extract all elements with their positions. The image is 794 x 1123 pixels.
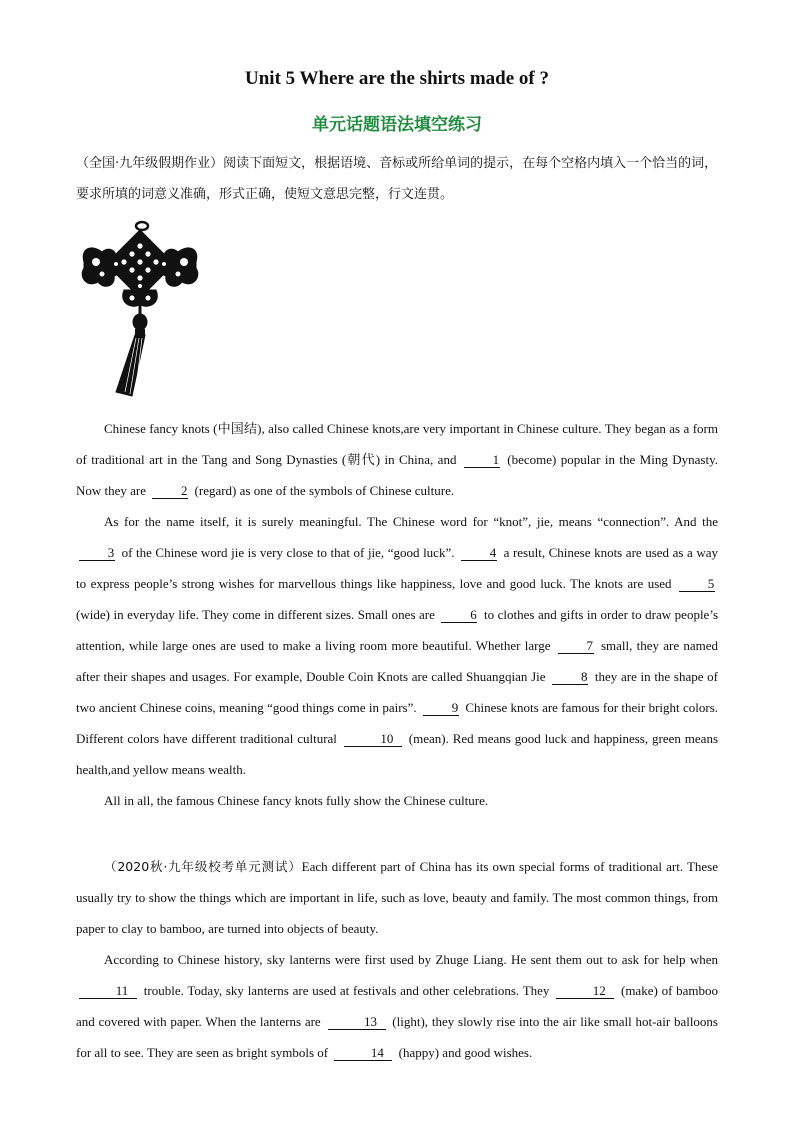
blank-10[interactable]: 10 [344, 731, 402, 747]
passage-one-paragraph-2: As for the name itself, it is surely meaningful. The Chinese word for “knot”, jie, means “connection”. And the 3 of the Chinese word jie is very close to that of jie, “good luck”. 4 a result, Chinese knots are used as a way to express people’s strong wishes for marvellous things like happiness, love and good luck. The knots are used 5 (wide) in everyday life. They come in different sizes. Small ones are 6 to clothes and gifts in order to draw people’s attention, while large ones are used to make a living room more beautiful. Whether large 7 small, they are named after their shapes and usages. For example, Double Coin Knots are called Shuangqian Jie 8 they are in the shape of two ancient Chinese coins, meaning “good things come in pairs”. 9 Chinese knots are famous for their bright colors. Different colors have different traditional cultural 10 (mean). Red means good luck and happiness, green means health,and yellow means wealth. [76, 514, 719, 777]
passage-two-source: （2020秋·九年级校考单元测试） [104, 859, 302, 874]
blank-13[interactable]: 13 [328, 1014, 386, 1030]
blank-3[interactable]: 3 [79, 545, 115, 561]
blank-9[interactable]: 9 [423, 700, 459, 716]
blank-2[interactable]: 2 [152, 483, 188, 499]
passage-one-paragraph-3: All in all, the famous Chinese fancy knots fully show the Chinese culture. [104, 793, 489, 808]
passage-two-paragraph-2: According to Chinese history, sky lanterns were first used by Zhuge Liang. He sent them out to ask for help when 11 trouble. Today, sky lanterns are used at festivals and other celebrations. They 12 (make) of bamboo and covered with paper. When the lanterns are 13 (light), they slowly rise into the air like small hot-air balloons for all to see. They are seen as bright symbols of 14 (happy) and good wishes. [76, 952, 719, 1060]
instructions: （全国·九年级假期作业）阅读下面短文，根据语境、音标或所给单词的提示，在每个空格内填入一个恰当的词，要求所填的词意义准确，形式正确，使短文意思完整，行文连贯。 [76, 156, 718, 202]
blank-4[interactable]: 4 [461, 545, 497, 561]
blank-11[interactable]: 11 [79, 983, 137, 999]
chinese-knot-image [78, 218, 202, 402]
passage-two-paragraph-1: （2020秋·九年级校考单元测试）Each different part of China has its own special forms of traditional art. These usually try to show the things which are important in life, such as love, beauty and family. The most common things, from paper to clay to bamboo, are turned into objects of beauty. [76, 859, 718, 936]
blank-5[interactable]: 5 [679, 576, 715, 592]
blank-1[interactable]: 1 [464, 452, 500, 468]
page-subtitle: 单元话题语法填空练习 [312, 115, 482, 135]
passage-one-paragraph-1: Chinese fancy knots (中国结), also called Chinese knots,are very important in Chinese culture. They began as a form of traditional art in the Tang and Song Dynasties (朝代) in China, and 1 (become) popular in the Ming Dynasty. Now they are 2 (regard) as one of the symbols of Chinese culture. [76, 421, 718, 498]
blank-6[interactable]: 6 [441, 607, 477, 623]
page-title: Unit 5 Where are the shirts made of ? [245, 68, 549, 89]
passage-one [76, 413, 718, 816]
blank-14[interactable]: 14 [334, 1045, 392, 1061]
blank-12[interactable]: 12 [556, 983, 614, 999]
blank-8[interactable]: 8 [552, 669, 588, 685]
passage-two [76, 851, 718, 1068]
blank-7[interactable]: 7 [558, 638, 594, 654]
